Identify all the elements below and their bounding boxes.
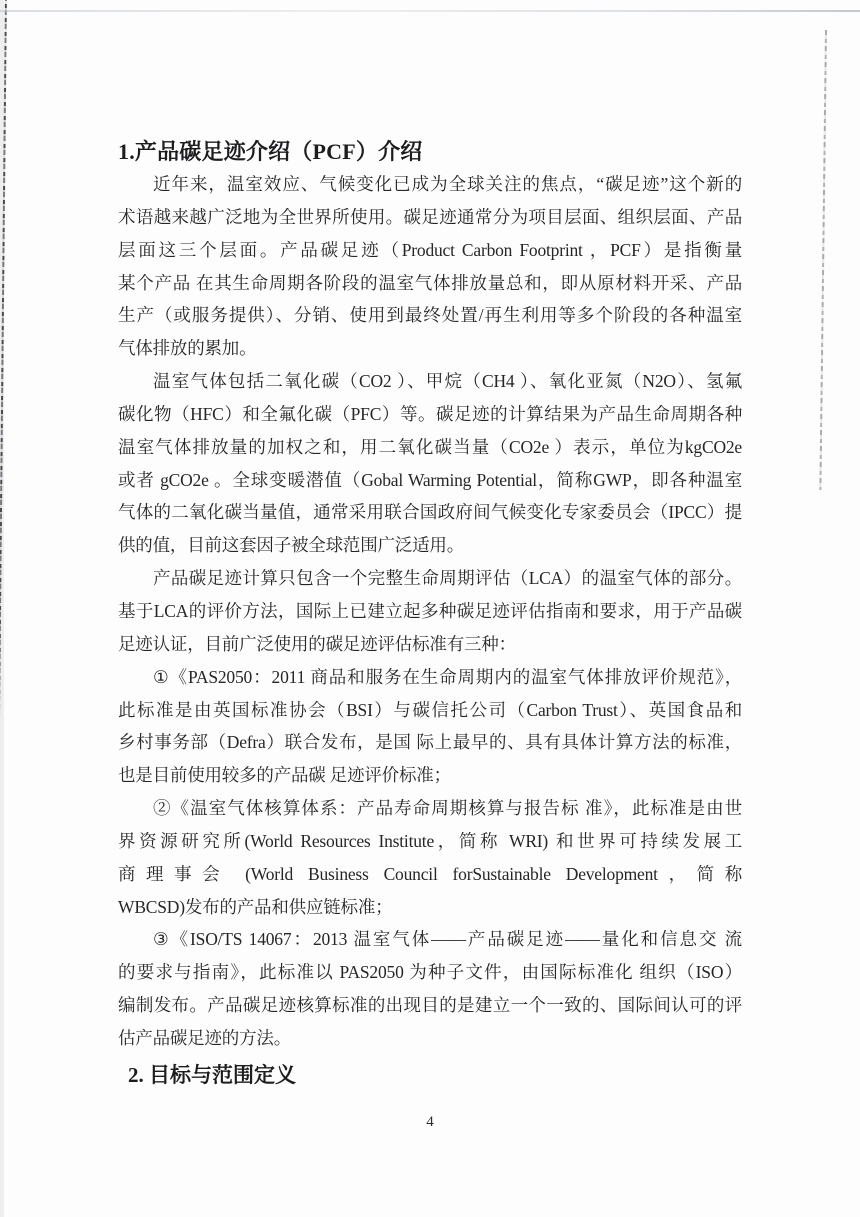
- document-body: [118, 136, 742, 1091]
- text-line: 估产品碳足迹的方法。: [118, 1027, 291, 1048]
- text-line: 或者 gCO2e 。全球变暖潜值（Gobal Warming Potential，简称GWP，即各种温室: [118, 469, 742, 490]
- text-line: 层面这三个层面。产品碳足迹（Product Carbon Footprint ，PCF）是指衡量: [118, 239, 742, 260]
- page-number: 4: [426, 1114, 434, 1130]
- paragraphs-container: [118, 168, 742, 1055]
- text-line: 气体的二氧化碳当量值，通常采用联合国政府间气候变化专家委员会（IPCC）提: [118, 502, 742, 523]
- text-line: 近年来，温室效应、气候变化已成为全球关注的焦点，“碳足迹”这个新的: [153, 174, 742, 194]
- text-line: 供的值，目前这套因子被全球范围广泛适用。: [118, 535, 464, 556]
- text-line: 温室气体包括二氧化碳（CO2 ）、甲烷（CH4 ）、氧化亚氮（N2O）、氢氟: [153, 371, 742, 392]
- section-heading-pcf-intro: 1.产品碳足迹介绍（PCF）介绍: [118, 139, 423, 164]
- text-line: 商理事会 (World Business Council forSustainable Development，简称: [118, 863, 742, 884]
- scan-top-edge-artifact: [0, 10, 860, 12]
- text-line: 界资源研究所(World Resources Institute，简称 WRI) 和世界可持续发展工: [118, 830, 742, 851]
- text-line: 的要求与指南》，此标准以 PAS2050 为种子文件，由国际标准化 组织（ISO）: [118, 962, 742, 983]
- text-line: 足迹认证，目前广泛使用的碳足迹评估标准有三种：: [118, 633, 516, 654]
- text-line: 此标准是由英国标准协会（BSI）与碳信托公司（Carbon Trust）、英国食品和: [118, 699, 742, 720]
- paragraph: [118, 792, 742, 923]
- text-line: 术语越来越广泛地为全世界所使用。碳足迹通常分为项目层面、组织层面、产品: [118, 206, 742, 227]
- text-line: 也是目前使用较多的产品碳 足迹评价标准；: [118, 765, 451, 786]
- text-line: 乡村事务部（Defra）联合发布，是国 际上最早的、具有具体计算方法的标准，: [118, 732, 742, 753]
- text-line: ②《温室气体核算体系：产品寿命周期核算与报告标 准》，此标准是由世: [153, 798, 742, 819]
- paragraph: [118, 661, 742, 792]
- text-line: 编制发布。产品碳足迹核算标准的出现目的是建立一个一致的、国际间认可的评: [118, 995, 742, 1016]
- text-line: ①《PAS2050：2011 商品和服务在生命周期内的温室气体排放评价规范》，: [153, 666, 742, 687]
- section-heading-goal-scope: 2. 目标与范围定义: [128, 1062, 296, 1087]
- scan-right-edge-artifact: [819, 30, 827, 490]
- paragraph: [118, 365, 742, 562]
- paragraph: [118, 923, 742, 1054]
- text-line: ③《ISO/TS 14067：2013 温室气体——产品碳足迹——量化和信息交 流: [153, 929, 742, 950]
- text-line: 碳化物（HFC）和全氟化碳（PFC）等。碳足迹的计算结果为产品生命周期各种: [118, 403, 742, 424]
- text-line: 某个产品 在其生命周期各阶段的温室气体排放量总和，即从原材料开采、产品: [118, 272, 742, 293]
- text-line: 生产（或服务提供）、分销、使用到最终处置/再生利用等多个阶段的各种温室: [118, 305, 742, 326]
- paragraph: [118, 562, 742, 661]
- text-line: 产品碳足迹计算只包含一个完整生命周期评估（LCA）的温室气体的部分。: [153, 568, 742, 589]
- text-line: WBCSD)发布的产品和供应链标准；: [118, 896, 393, 917]
- paragraph: [118, 168, 742, 365]
- text-line: 基于LCA的评价方法，国际上已建立起多种碳足迹评估指南和要求，用于产品碳: [118, 600, 742, 621]
- text-line: 气体排放的累加。: [118, 338, 257, 359]
- text-line: 温室气体排放量的加权之和，用二氧化碳当量（CO2e ）表示，单位为kgCO2e: [118, 436, 742, 457]
